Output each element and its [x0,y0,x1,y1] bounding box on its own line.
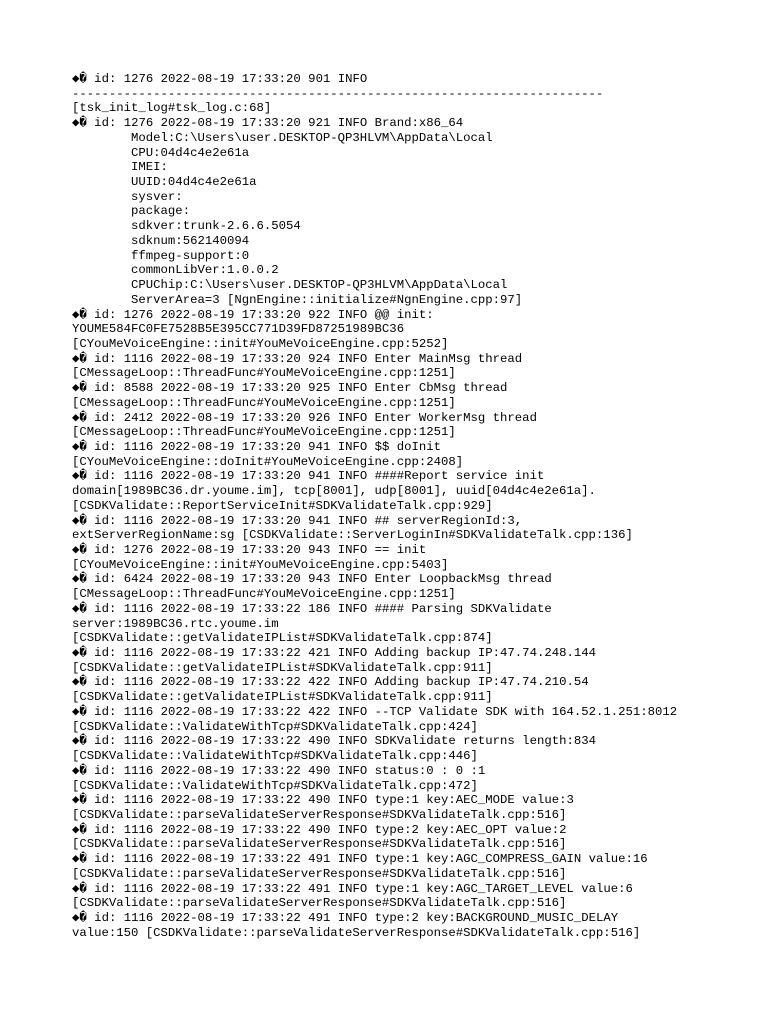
log-line: domain[1989BC36.dr.youme.im], tcp[8001], udp[8001], uuid[04d4c4e2e61a]. [72,484,596,499]
log-line: extServerRegionName:sg [CSDKValidate::ServerLoginIn#SDKValidateTalk.cpp:136] [72,528,633,543]
log-line: [CMessageLoop::ThreadFunc#YouMeVoiceEngine.cpp:1251] [72,587,456,602]
log-line: [CMessageLoop::ThreadFunc#YouMeVoiceEngine.cpp:1251] [72,366,456,381]
log-line: [CMessageLoop::ThreadFunc#YouMeVoiceEngine.cpp:1251] [72,425,456,440]
log-line: [CMessageLoop::ThreadFunc#YouMeVoiceEngine.cpp:1251] [72,395,456,410]
log-line: [CSDKValidate::getValidateIPList#SDKValidateTalk.cpp:911] [72,690,493,705]
log-line: ◆� id: 1116 2022-08-19 17:33:20 941 INFO ####Report service init [72,469,545,484]
log-line: [CSDKValidate::ReportServiceInit#SDKValidateTalk.cpp:929] [72,498,493,513]
log-line: [tsk_init_log#tsk_log.c:68] [72,101,272,116]
log-line: package: [72,204,191,219]
log-line: ◆� id: 1116 2022-08-19 17:33:22 490 INFO status:0 : 0 :1 [72,763,486,778]
log-line: [CSDKValidate::getValidateIPList#SDKValidateTalk.cpp:911] [72,660,493,675]
log-line: UUID:04d4c4e2e61a [72,175,257,190]
log-line: commonLibVer:1.0.0.2 [72,263,279,278]
log-line: ◆� id: 1116 2022-08-19 17:33:22 491 INFO type:2 key:BACKGROUND_MUSIC_DELAY [72,910,619,925]
log-document [72,72,752,940]
log-line: [CSDKValidate::ValidateWithTcp#SDKValidateTalk.cpp:446] [72,749,478,764]
log-line: ------------------------------------------------------------------------ [72,86,604,101]
log-line: IMEI: [72,160,168,175]
log-line: [CSDKValidate::ValidateWithTcp#SDKValidateTalk.cpp:472] [72,778,478,793]
log-line: [CSDKValidate::getValidateIPList#SDKValidateTalk.cpp:874] [72,631,493,646]
log-line: [CSDKValidate::ValidateWithTcp#SDKValidateTalk.cpp:424] [72,719,478,734]
log-line: ◆� id: 1116 2022-08-19 17:33:22 490 INFO type:1 key:AEC_MODE value:3 [72,793,574,808]
log-line: ◆� id: 1116 2022-08-19 17:33:22 186 INFO #### Parsing SDKValidate [72,601,552,616]
log-line: value:150 [CSDKValidate::parseValidateServerResponse#SDKValidateTalk.cpp:516] [72,925,641,940]
log-line: ◆� id: 1116 2022-08-19 17:33:20 941 INFO $$ doInit [72,439,442,454]
log-line: ◆� id: 1116 2022-08-19 17:33:22 422 INFO Adding backup IP:47.74.210.54 [72,675,589,690]
log-line: server:1989BC36.rtc.youme.im [72,616,279,631]
log-line: ◆� id: 1116 2022-08-19 17:33:22 490 INFO SDKValidate returns length:834 [72,734,596,749]
log-line: ◆� id: 1276 2022-08-19 17:33:20 922 INFO @@ init: [72,307,434,322]
log-line: ◆� id: 1276 2022-08-19 17:33:20 943 INFO == init [72,543,427,557]
log-line: ◆� id: 1116 2022-08-19 17:33:20 941 INFO ## serverRegionId:3, [72,513,523,528]
log-line: ◆� id: 6424 2022-08-19 17:33:20 943 INFO Enter LoopbackMsg thread [72,572,552,587]
log-line: ◆� id: 1276 2022-08-19 17:33:20 901 INFO [72,72,368,86]
log-line: [CSDKValidate::parseValidateServerResponse#SDKValidateTalk.cpp:516] [72,896,567,911]
log-line: ◆� id: 1116 2022-08-19 17:33:22 491 INFO type:1 key:AGC_TARGET_LEVEL value:6 [72,881,633,896]
log-line: ◆� id: 1116 2022-08-19 17:33:22 422 INFO --TCP Validate SDK with 164.52.1.251:8012 [72,704,678,719]
log-line: ServerArea=3 [NgnEngine::initialize#NgnEngine.cpp:97] [72,292,523,307]
log-line: ◆� id: 1116 2022-08-19 17:33:22 421 INFO Adding backup IP:47.74.248.144 [72,646,596,661]
log-line: ◆� id: 1116 2022-08-19 17:33:22 490 INFO type:2 key:AEC_OPT value:2 [72,822,567,837]
log-line: CPUChip:C:\Users\user.DESKTOP-QP3HLVM\AppData\Local [72,278,508,293]
log-line: ◆� id: 1276 2022-08-19 17:33:20 921 INFO Brand:x86_64 [72,116,464,131]
log-line: [CSDKValidate::parseValidateServerResponse#SDKValidateTalk.cpp:516] [72,837,567,852]
log-line: [CYouMeVoiceEngine::init#YouMeVoiceEngine.cpp:5403] [72,557,449,572]
log-line: [CYouMeVoiceEngine::init#YouMeVoiceEngine.cpp:5252] [72,336,449,351]
log-line: [CYouMeVoiceEngine::doInit#YouMeVoiceEngine.cpp:2408] [72,454,464,469]
log-line: [CSDKValidate::parseValidateServerResponse#SDKValidateTalk.cpp:516] [72,866,567,881]
log-line: [CSDKValidate::parseValidateServerResponse#SDKValidateTalk.cpp:516] [72,807,567,822]
log-line: sysver: [72,189,183,204]
log-line: ◆� id: 8588 2022-08-19 17:33:20 925 INFO Enter CbMsg thread [72,381,508,396]
log-line: Model:C:\Users\user.DESKTOP-QP3HLVM\AppData\Local [72,130,493,145]
log-line: sdkver:trunk-2.6.6.5054 [72,219,301,234]
log-line: ffmpeg-support:0 [72,248,250,263]
log-line: sdknum:562140094 [72,233,250,248]
log-line: ◆� id: 2412 2022-08-19 17:33:20 926 INFO Enter WorkerMsg thread [72,410,537,425]
log-line: CPU:04d4c4e2e61a [72,145,250,160]
log-line: ◆� id: 1116 2022-08-19 17:33:22 491 INFO type:1 key:AGC_COMPRESS_GAIN value:16 [72,852,648,867]
log-line: ◆� id: 1116 2022-08-19 17:33:20 924 INFO Enter MainMsg thread [72,351,523,366]
log-line: YOUME584FC0FE7528B5E395CC771D39FD87251989BC36 [72,322,405,337]
